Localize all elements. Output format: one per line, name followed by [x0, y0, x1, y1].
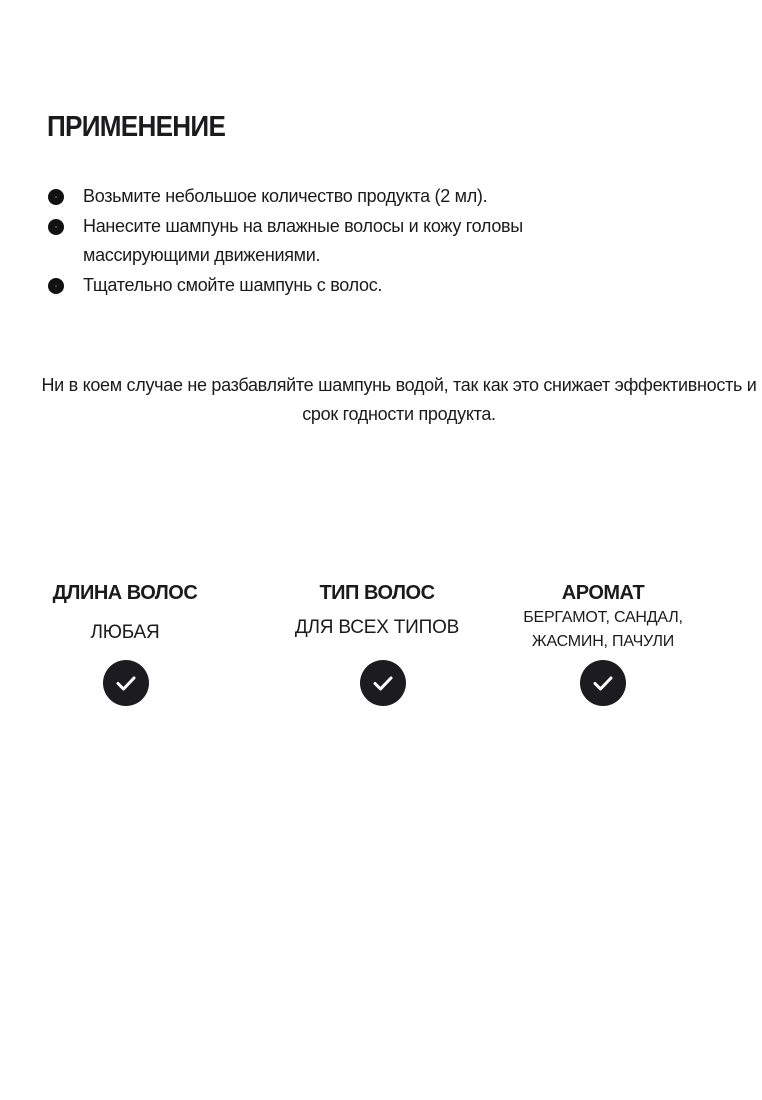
check-circle-icon: [580, 660, 626, 706]
list-item: [47, 212, 647, 270]
check-circle-icon: [360, 660, 406, 706]
list-item: [47, 182, 647, 211]
bullet-icon: [48, 189, 64, 205]
bullet-icon: [48, 278, 64, 294]
feature-value: БЕРГАМОТ, САНДАЛ, ЖАСМИН, ПАЧУЛИ: [523, 609, 683, 650]
feature-value: ДЛЯ ВСЕХ ТИПОВ: [294, 617, 460, 638]
warning-note: Ни в коем случае не разбавляйте шампунь водой, так как это снижает эффективность и срок годности продукта.: [41, 375, 757, 424]
application-steps-list: [47, 182, 647, 301]
feature-value: ЛЮБАЯ: [90, 622, 160, 643]
feature-hair-length: [25, 579, 225, 646]
feature-title: ДЛИНА ВОЛОС: [52, 582, 198, 604]
step-text: Возьмите небольшое количество продукта (2 мл).: [83, 186, 488, 206]
bullet-icon: [48, 219, 64, 235]
feature-title: ТИП ВОЛОС: [319, 582, 435, 604]
step-text: Тщательно смойте шампунь с волос.: [83, 275, 383, 295]
feature-aroma: [503, 579, 703, 654]
feature-hair-type: [277, 579, 477, 641]
step-text: Нанесите шампунь на влажные волосы и кожу головы массирующими движениями.: [83, 216, 523, 265]
page-title: ПРИМЕНЕНИЕ: [47, 111, 226, 143]
list-item: [47, 271, 647, 300]
check-circle-icon: [103, 660, 149, 706]
feature-title: АРОМАТ: [561, 582, 645, 604]
